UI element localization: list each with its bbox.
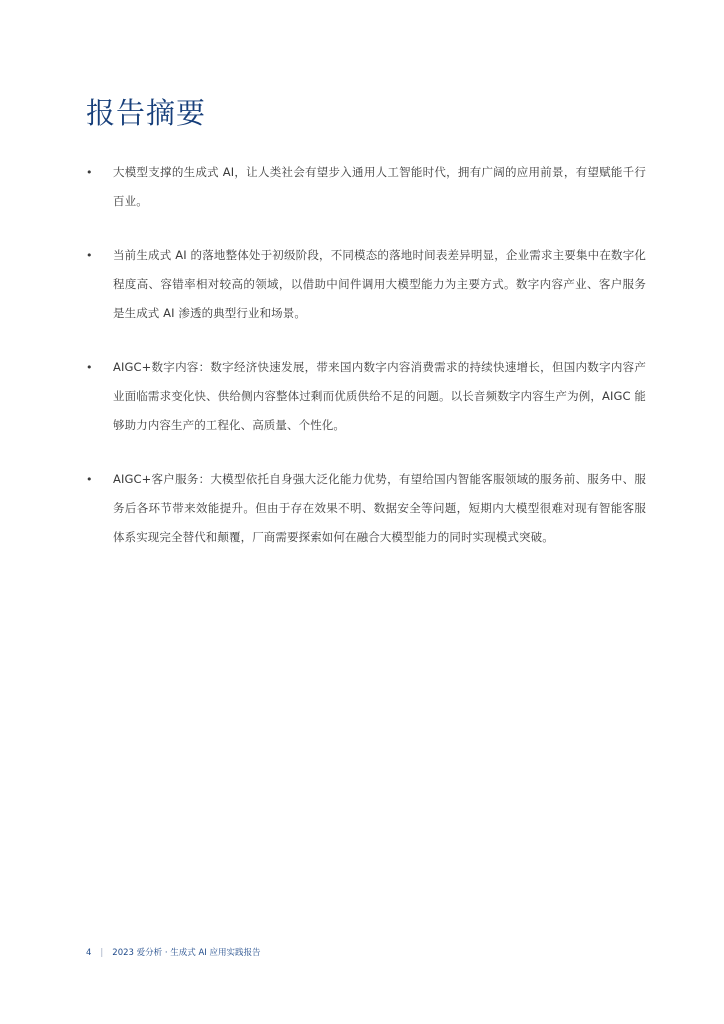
bullet-icon: • xyxy=(86,473,93,486)
summary-text: 当前生成式 AI 的落地整体处于初级阶段，不同模态的落地时间表差异明显，企业需求主要集中在数字化程度高、容错率相对较高的领域，以借助中间件调用大模型能力为主要方式。数字内容产业、客户服务是生成式 AI 渗透的典型行业和场景。 xyxy=(113,248,646,320)
summary-list xyxy=(86,158,646,577)
list-item xyxy=(86,158,646,216)
list-item xyxy=(86,353,646,440)
page-number: 4 xyxy=(86,948,92,958)
page-footer xyxy=(86,946,260,960)
summary-text: AIGC+数字内容：数字经济快速发展，带来国内数字内容消费需求的持续快速增长，但国内数字内容产业面临需求变化快、供给侧内容整体过剩而优质供给不足的问题。以长音频数字内容生产为例，AIGC 能够助力内容生产的工程化、高质量、个性化。 xyxy=(113,360,646,432)
bullet-icon: • xyxy=(86,361,93,374)
list-item xyxy=(86,465,646,552)
bullet-icon: • xyxy=(86,249,93,262)
report-title: 2023 爱分析 · 生成式 AI 应用实践报告 xyxy=(112,948,261,958)
summary-text: 大模型支撑的生成式 AI，让人类社会有望步入通用人工智能时代，拥有广阔的应用前景，有望赋能千行百业。 xyxy=(113,165,646,208)
footer-separator: | xyxy=(100,948,104,958)
list-item xyxy=(86,241,646,328)
bullet-icon: • xyxy=(86,166,93,179)
summary-text: AIGC+客户服务：大模型依托自身强大泛化能力优势，有望给国内智能客服领域的服务前、服务中、服务后各环节带来效能提升。但由于存在效果不明、数据安全等问题，短期内大模型很难对现有智能客服体系实现完全替代和颠覆，厂商需要探索如何在融合大模型能力的同时实现模式突破。 xyxy=(113,472,646,544)
page-title: 报告摘要 xyxy=(86,96,207,130)
